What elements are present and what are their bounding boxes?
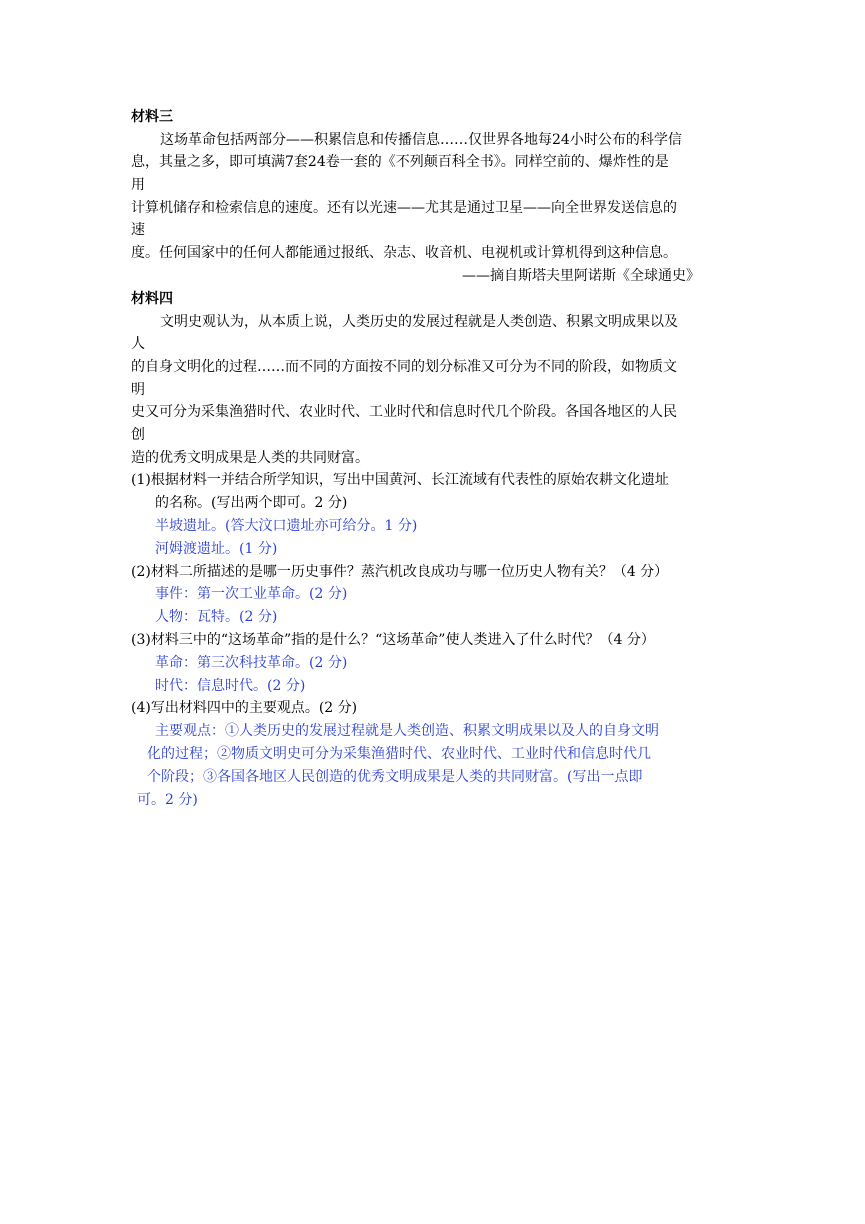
material4-line: 人	[131, 336, 145, 352]
material4-heading: 材料四	[131, 291, 173, 307]
answer-4-line: 主要观点：①人类历史的发展过程就是人类创造、积累文明成果以及人的自身文明	[155, 723, 659, 739]
question-2: (2)材料二所描述的是哪一历史事件？蒸汽机改良成功与哪一位历史人物有关？（4 分）	[131, 564, 669, 580]
material3-line: 用	[131, 177, 145, 193]
question-4: (4)写出材料四中的主要观点。(2 分)	[131, 700, 358, 716]
answer-2b: 人物：瓦特。(2 分)	[155, 609, 278, 625]
material4-line: 创	[131, 427, 145, 443]
material3-source: ——摘自斯塔夫里阿诺斯《全球通史》	[462, 268, 700, 284]
answer-3a: 革命：第三次科技革命。(2 分)	[155, 655, 348, 671]
material3-line: 这场革命包括两部分——积累信息和传播信息……仅世界各地每24小时公布的科学信	[160, 132, 682, 148]
material4-line: 明	[131, 382, 145, 398]
answer-2a: 事件：第一次工业革命。(2 分)	[155, 586, 348, 602]
material4-line: 史又可分为采集渔猎时代、农业时代、工业时代和信息时代几个阶段。各国各地区的人民	[131, 404, 677, 420]
material3-line: 速	[131, 222, 145, 238]
material3-heading: 材料三	[131, 109, 173, 125]
material3-line: 息，其量之多，即可填满7套24卷一套的《不列颠百科全书》。同样空前的、爆炸性的是	[131, 154, 669, 170]
material4-line: 的自身文明化的过程……而不同的方面按不同的划分标准又可分为不同的阶段，如物质文	[131, 359, 677, 375]
question-3: (3)材料三中的“这场革命”指的是什么？“这场革命”使人类进入了什么时代？（4 分）	[131, 632, 655, 648]
answer-1a: 半坡遗址。(答大汶口遗址亦可给分。1 分)	[155, 518, 418, 534]
answer-4-line: 化的过程；②物质文明史可分为采集渔猎时代、农业时代、工业时代和信息时代几	[147, 746, 651, 762]
material4-line: 文明史观认为，从本质上说，人类历史的发展过程就是人类创造、积累文明成果以及	[160, 314, 678, 330]
answer-4-line: 个阶段；③各国各地区人民创造的优秀文明成果是人类的共同财富。(写出一点即	[147, 769, 643, 785]
material3-line: 度。任何国家中的任何人都能通过报纸、杂志、收音机、电视机或计算机得到这种信息。	[131, 245, 677, 261]
question-1: (1)根据材料一并结合所学知识，写出中国黄河、长江流域有代表性的原始农耕文化遗址	[131, 472, 669, 488]
question-1-cont: 的名称。(写出两个即可。2 分)	[155, 495, 348, 511]
answer-4-line: 可。2 分)	[137, 792, 198, 808]
answer-3b: 时代：信息时代。(2 分)	[155, 678, 306, 694]
material4-line: 造的优秀文明成果是人类的共同财富。	[131, 450, 369, 466]
material3-line: 计算机储存和检索信息的速度。还有以光速——尤其是通过卫星——向全世界发送信息的	[131, 200, 677, 216]
answer-1b: 河姆渡遗址。(1 分)	[155, 541, 278, 557]
